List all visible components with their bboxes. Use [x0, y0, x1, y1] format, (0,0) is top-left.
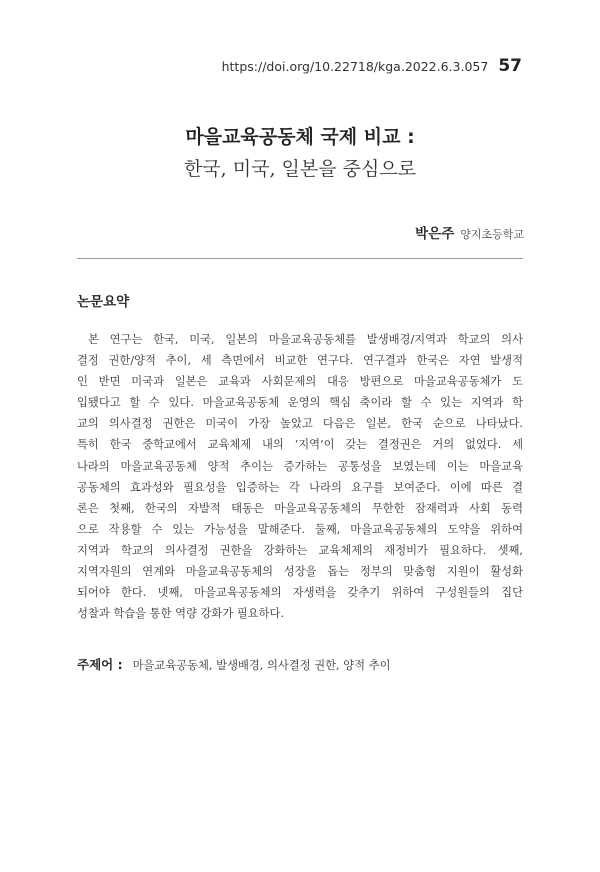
keywords-block: [77, 655, 390, 673]
abstract-line: 특히 한국 중학교에서 교육체제 내의 ‘지역’이 갖는 결정권은 거의 없었다. 세: [77, 438, 523, 452]
author-name: 박은주: [415, 226, 455, 242]
author-block: [415, 222, 524, 242]
doi-link[interactable]: https://doi.org/10.22718/kga.2022.6.3.057: [221, 59, 489, 74]
abstract-body: [77, 329, 523, 624]
paper-subtitle: 한국, 미국, 일본을 중심으로: [183, 158, 417, 180]
abstract-line: 인 반면 미국과 일본은 교육과 사회문제의 대응 방편으로 마을교육공동체가 도: [77, 375, 523, 389]
abstract-line: 공동체의 효과성와 필요성을 입증하는 각 나라의 요구를 보여준다. 이에 따른 결: [77, 480, 523, 494]
abstract-line: 교의 의사결정 권한은 미국이 가장 높았고 다음은 일본, 한국 순으로 나타났다.: [77, 417, 523, 431]
divider-rule: [77, 258, 523, 259]
abstract-line: 지역과 학교의 의사결정 권한을 강화하는 교육체제의 재정비가 필요하다. 셋째,: [77, 543, 523, 557]
abstract-line: 나라의 마을교육공동체 양적 추이는 증가하는 공통성을 보였는데 이는 마을교육: [77, 459, 523, 473]
keywords-text: 마을교육공동체, 발생배경, 의사결정 권한, 양적 추이: [132, 659, 391, 672]
abstract-line: 성찰과 학습을 통한 역량 강화가 필요하다.: [77, 607, 285, 621]
abstract-line: 입됐다고 할 수 있다. 마을교육공동체 운영의 핵심 축이라 할 수 있는 지역과 학: [77, 396, 523, 410]
abstract-line: 본 연구는 한국, 미국, 일본의 마을교육공동체를 발생배경/지역과 학교의 의사: [88, 333, 523, 346]
paper-title: 마을교육공동체 국제 비교 :: [185, 126, 415, 148]
abstract-line: 론은 첫째, 한국의 자발적 태동은 마을교육공동체의 무한한 잠재력과 사회 동력: [77, 501, 523, 515]
abstract-line: 되어야 한다. 넷째, 마을교육공동체의 자생력을 갖추기 위하여 구성원들의 집단: [77, 586, 523, 600]
abstract-heading: 논문요약: [77, 294, 130, 310]
page-header: [222, 56, 522, 76]
author-affiliation: 양지초등학교: [460, 228, 524, 241]
page-number: 57: [498, 56, 522, 76]
keywords-label: 주제어 :: [77, 657, 123, 672]
abstract-line: 결정 권한/양적 추이, 세 측면에서 비교한 연구다. 연구결과 한국은 자연 발생적: [77, 354, 523, 368]
abstract-line: 으로 작용할 수 있는 가능성을 말해준다. 둘째, 마을교육공동체의 도약을 위하여: [77, 522, 523, 536]
abstract-line: 지역자원의 연계와 마을교육공동체의 성장을 돕는 정부의 맞춤형 지원이 활성화: [77, 565, 523, 579]
